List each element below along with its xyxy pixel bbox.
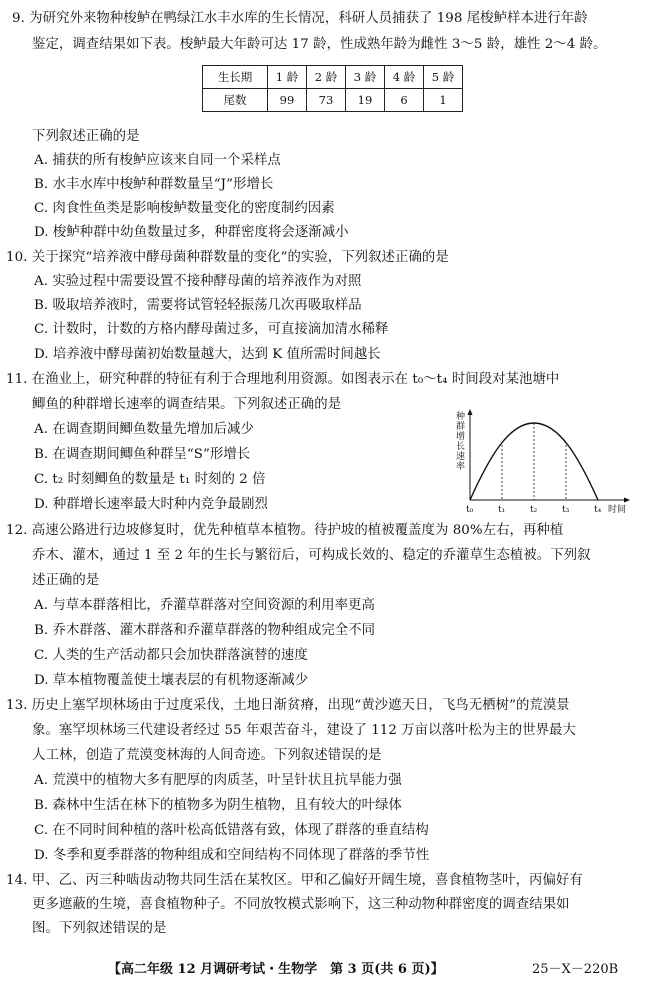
q14-line-3: 图。下列叙述错误的是 <box>32 921 167 936</box>
q11-option-d: D. 种群增长速率最大时种内竞争最剧烈 <box>34 497 268 512</box>
table-cell: 尾数 <box>203 89 268 112</box>
q12-option-a: A. 与草本群落相比，乔灌草群落对空间资源的利用率更高 <box>34 598 375 613</box>
table-cell: 6 <box>385 89 424 112</box>
tick-label-t1: t₁ <box>498 505 506 515</box>
q9-age-table <box>202 65 463 112</box>
q10-line-1: 10. 关于探究“培养液中酵母菌种群数量的变化”的实验，下列叙述正确的是 <box>6 250 449 265</box>
table-cell: 1 <box>424 89 463 112</box>
y-axis-label <box>456 410 465 472</box>
q13-option-c: C. 在不同时间种植的落叶松高低错落有致，体现了群落的垂直结构 <box>34 823 429 838</box>
table-cell: 5 龄 <box>424 66 463 89</box>
tick-label-t0: t₀ <box>466 505 474 515</box>
q12-option-c: C. 人类的生产活动都只会加快群落演替的速度 <box>34 648 308 663</box>
q11-option-a: A. 在调查期间鲫鱼数量先增加后减少 <box>34 422 254 437</box>
y-axis-label-text: 种群增长速率 <box>456 412 466 472</box>
tick-label-t3: t₃ <box>562 505 570 515</box>
q9-option-b: B. 水丰水库中梭鲈种群数量呈“J”形增长 <box>34 177 274 192</box>
q12-option-d: D. 草本植物覆盖使土壤表层的有机物逐渐减少 <box>34 673 309 688</box>
q9-option-a: A. 捕获的所有梭鲈应该来自同一个采样点 <box>34 153 281 168</box>
q13-line-1: 13. 历史上塞罕坝林场由于过度采伐，土地日渐贫瘠，出现“黄沙遮天日，飞鸟无栖树”的荒漠景 <box>6 698 570 713</box>
q10-option-d: D. 培养液中酵母菌初始数量越大，达到 K 值所需时间越长 <box>34 347 381 362</box>
q12-line-1: 12. 高速公路进行边坡修复时，优先种植草本植物。待护坡的植被覆盖度为 80%左右，再种植 <box>6 523 564 538</box>
q11-line-1: 11. 在渔业上，研究种群的特征有利于合理地利用资源。如图表示在 t₀～t₄ 时间段对某池塘中 <box>6 372 560 387</box>
q11-growth-rate-chart <box>448 405 638 517</box>
q9-line-1: 9. 为研究外来物种梭鲈在鸭绿江水丰水库的生长情况，科研人员捕获了 198 尾梭鲈样本进行年龄 <box>12 11 588 26</box>
q13-line-2: 象。塞罕坝林场三代建设者经过 55 年艰苦奋斗，建设了 112 万亩以落叶松为主的世界最大 <box>32 723 576 738</box>
q11-line-2: 鲫鱼的种群增长速率的调查结果。下列叙述正确的是 <box>32 397 342 412</box>
table-cell: 19 <box>346 89 385 112</box>
q9-option-c: C. 肉食性鱼类是影响梭鲈数量变化的密度制约因素 <box>34 201 335 216</box>
q14-line-1: 14. 甲、乙、丙三种啮齿动物共同生活在某牧区。甲和乙偏好开阔生境，喜食植物茎叶，丙偏好有 <box>6 873 583 888</box>
table-cell: 99 <box>268 89 307 112</box>
table-row <box>203 89 463 112</box>
q13-option-b: B. 森林中生活在林下的植物多为阴生植物，且有较大的叶绿体 <box>34 798 402 813</box>
q12-line-3: 述正确的是 <box>32 573 100 588</box>
q9-line-2: 鉴定，调查结果如下表。梭鲈最大年龄可达 17 龄，性成熟年龄为雌性 3～5 龄，雄性 2～4 龄。 <box>32 37 607 52</box>
page-footer-title: 【高二年级 12 月调研考试・生物学 第 3 页(共 6 页)】 <box>108 962 444 977</box>
q9-option-d: D. 梭鲈种群中幼鱼数量过多，种群密度将会逐渐减小 <box>34 225 349 240</box>
table-cell: 73 <box>307 89 346 112</box>
q10-option-c: C. 计数时，计数的方格内酵母菌过多，可直接滴加清水稀释 <box>34 322 389 337</box>
q10-option-a: A. 实验过程中需要设置不接种酵母菌的培养液作为对照 <box>34 274 362 289</box>
q9-stem: 下列叙述正确的是 <box>32 129 140 144</box>
table-cell: 2 龄 <box>307 66 346 89</box>
table-cell: 3 龄 <box>346 66 385 89</box>
table-cell: 生长期 <box>203 66 268 89</box>
table-cell: 1 龄 <box>268 66 307 89</box>
q11-option-b: B. 在调查期间鲫鱼种群呈“S”形增长 <box>34 447 251 462</box>
y-axis-arrow <box>468 409 473 415</box>
q14-line-2: 更多遮蔽的生境，喜食植物种子。不同放牧模式影响下，这三种动物种群密度的调查结果如 <box>32 897 570 912</box>
table-cell: 4 龄 <box>385 66 424 89</box>
q13-option-d: D. 冬季和夏季群落的物种组成和空间结构不同体现了群落的季节性 <box>34 848 430 863</box>
tick-label-t2: t₂ <box>530 505 538 515</box>
x-axis-label: 时间 <box>608 505 627 515</box>
q13-line-3: 人工林，创造了荒漠变林海的人间奇迹。下列叙述错误的是 <box>32 748 382 763</box>
q11-option-c: C. t₂ 时刻鲫鱼的数量是 t₁ 时刻的 2 倍 <box>34 472 266 487</box>
tick-label-t4: t₄ <box>594 505 602 515</box>
page-footer-code: 25－X－220B <box>532 962 619 977</box>
q13-option-a: A. 荒漠中的植物大多有肥厚的肉质茎，叶呈针状且抗旱能力强 <box>34 773 402 788</box>
q10-option-b: B. 吸取培养液时，需要将试管轻轻振荡几次再吸取样品 <box>34 298 362 313</box>
table-row <box>203 66 463 89</box>
x-axis-arrow <box>624 498 630 503</box>
q12-line-2: 乔木、灌木，通过 1 至 2 年的生长与繁衍后，可构成长效的、稳定的乔灌草生态植被。下列叙 <box>32 548 591 563</box>
q12-option-b: B. 乔木群落、灌木群落和乔灌草群落的物种组成完全不同 <box>34 623 376 638</box>
